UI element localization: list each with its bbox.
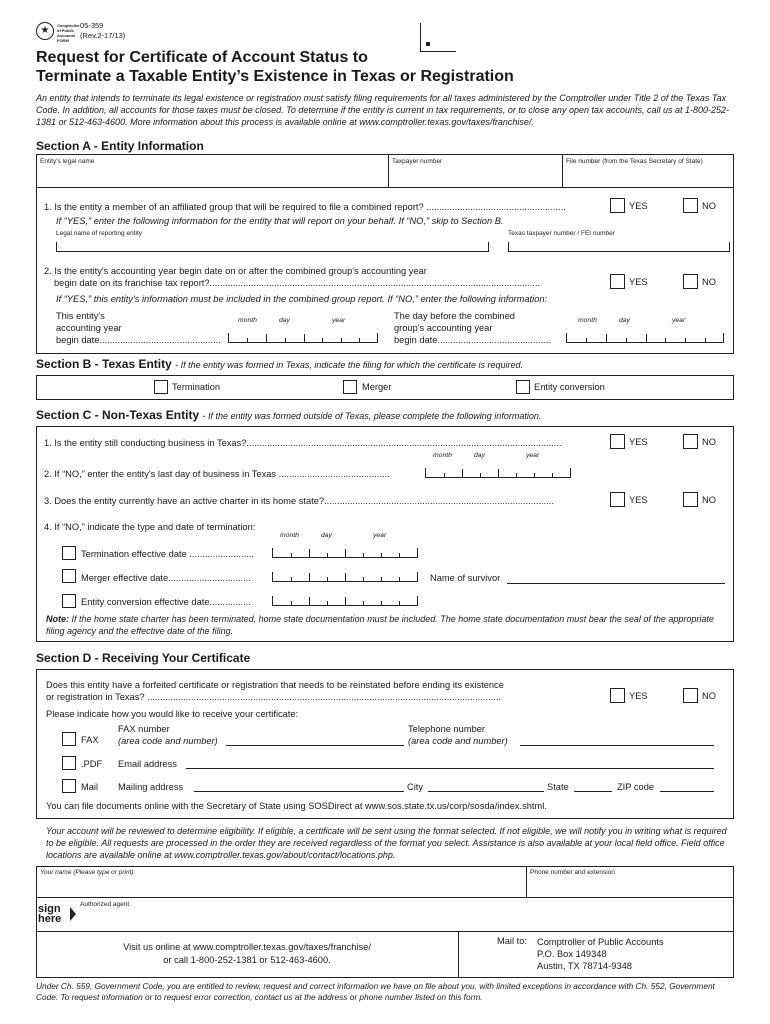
review-text: Your account will be reviewed to determine eligibility. If eligible, a certificate will be sent using the format selected. If not eligible, we will notify you in writing what is required to be eligible. All requests are processed in the order they are received regardless of the format you select. Assistance is also available at your local field office. Field office locations are available online at www.comptroller.texas.gov/about/contact/locations.php. [46,826,727,860]
corner-dot [426,42,430,46]
section-a-q2-line2: begin date on its franchise tax report?................................................................................................................................ [54,278,541,288]
c-q3-yes-checkbox[interactable] [610,492,625,507]
entity-conversion-checkbox[interactable] [516,380,530,394]
telephone-field[interactable] [520,745,714,746]
corner-mark [420,23,456,52]
signature-field[interactable] [78,910,718,928]
section-c-q2: 2. If “NO,” enter the entity's last day of business in Texas ........................................... [44,469,390,479]
fax-number-field[interactable] [226,745,404,746]
no-label: NO [702,691,716,701]
c-q3-no-checkbox[interactable] [683,492,698,507]
privacy-disclaimer: Under Ch. 559, Government Code, you are entitled to review, request and correct information we have on file about you, with limited exceptions in accordance with Ch. 552, Government Code. To request information or to request error correction, contact us at the address or phone number listed on this form. [36,981,715,1002]
d-forfeited-no-checkbox[interactable] [683,688,698,703]
mail-to-address [537,936,664,972]
logo-text: Comptroller of Public Accounts FORM [57,23,80,43]
section-d-title: Section D - Receiving Your Certificate [36,651,251,665]
this-entity-line1: This entity's [56,311,105,321]
day-label: day [279,317,290,324]
termination-date-field[interactable] [272,548,418,558]
telephone-label-1: Telephone number [408,724,486,734]
year-label: year [373,532,387,539]
fei-number-field[interactable] [508,242,730,252]
section-c-q4: 4. If “NO,” indicate the type and date of termination: [44,522,256,532]
merger-date-field[interactable] [272,572,418,582]
year-label: year [526,452,540,459]
email-field[interactable] [186,768,714,769]
reporting-entity-label: Legal name of reporting entity [56,230,142,237]
termination-date-checkbox[interactable] [62,546,76,560]
this-entity-date-field[interactable] [228,333,378,343]
city-label: City [407,782,424,792]
authorized-agent-label: Authorized agent [80,901,130,908]
section-c-q1: 1. Is the entity still conducting business in Texas?.......................................................................................................................... [44,438,562,448]
a-q2-no-checkbox[interactable] [683,274,698,289]
year-label: year [332,317,346,324]
fax-number-label-1: FAX number [118,724,170,734]
section-a-q1: 1. Is the entity a member of an affiliated group that will be required to file a combined report? ...................................................... [44,202,566,212]
visit-online [36,941,458,967]
day-label: day [474,452,485,459]
zip-label: ZIP code [617,782,655,792]
mail-address-line1: Comptroller of Public Accounts [537,937,664,947]
section-c-subtitle: - If the entity was formed outside of Texas, please complete the following information. [202,411,542,421]
section-d-q-line1: Does this entity have a forfeited certificate or registration that needs to be reinstated before ending its existence [46,680,504,690]
form-title-line1: Request for Certificate of Account Status to [36,49,368,66]
your-name-label: Your name (Please type or print) [40,869,134,876]
telephone-label-2: (area code and number) [408,736,508,746]
pdf-label: .PDF [81,759,103,769]
mail-address-line2: P.O. Box 149348 [537,949,607,959]
comptroller-seal-icon: ★ [36,22,54,40]
section-a-q2-line1: 2. Is the entity's accounting year begin date on or after the combined group's accounting year [44,266,427,276]
this-entity-line2: accounting year [56,323,122,333]
month-label: month [280,532,299,539]
month-label: month [238,317,257,324]
section-b-heading: Section B - Texas Entity [36,357,172,371]
section-d-q-line2: or registration in Texas? ......................................................................................................................................... [46,692,501,702]
sign-arrow-icon [70,907,76,921]
day-before-date-field[interactable] [566,333,724,343]
sosdirect-text: You can file documents online with the Secretary of State using SOSDirect at www.sos.state.tx.us/corp/sosda/index.shtml. [46,801,547,811]
day-before-line2: group's accounting year [394,323,493,333]
note-text: If the home state charter has been terminated, home state documentation must be included. The home state documentation must bear the seal of the appropriate filing agency and the effective date of the filing. [46,614,714,636]
section-b-title [36,357,523,371]
state-field[interactable] [574,791,612,792]
month-label: month [578,317,597,324]
taxpayer-number-label: Taxpayer number [392,158,443,165]
no-label: NO [702,201,716,211]
sign-here-line2: here [38,913,62,925]
section-c-note [46,613,730,637]
yes-label: YES [629,201,648,211]
termination-label: Termination [172,382,221,392]
mail-to-label: Mail to: [497,936,527,946]
survivor-label: Name of survivor [430,573,501,583]
day-label: day [619,317,630,324]
day-before-line1: The day before the combined [394,311,515,321]
intro-text: An entity that intends to terminate its legal existence or registration must satisfy filing requirements for all taxes administered by the Comptroller under Title 2 of the Texas Tax Code. In addition, all accounts for those taxes must be closed. To determine if the entity is current in tax requirements, or to close any open tax accounts, call us at 1-800-252-1381 or 512-463-4600. More information about this process is available online at www.comptroller.texas.gov/taxes/franchise/. [36,93,730,127]
yes-label: YES [629,691,648,701]
section-c-heading: Section C - Non-Texas Entity [36,408,200,422]
survivor-field[interactable] [507,583,725,584]
note-label: Note: [46,614,69,624]
mail-label: Mail [81,782,99,792]
fei-label: Texas taxpayer number / FEI number [508,230,615,237]
merger-date-checkbox[interactable] [62,569,76,583]
c-q1-yes-checkbox[interactable] [610,434,625,449]
visit-line1: Visit us online at www.comptroller.texas.gov/taxes/franchise/ [123,942,371,952]
termination-date-label: Termination effective date ......................... [81,549,254,559]
mail-checkbox[interactable] [62,779,76,793]
section-a-box [36,154,734,354]
file-number-label: File number (from the Texas Secretary of State) [566,158,703,165]
merger-label: Merger [362,382,392,392]
fax-number-label-2: (area code and number) [118,736,218,746]
section-b-subtitle: - If the entity was formed in Texas, indicate the filing for which the certificate is required. [175,360,523,370]
conversion-date-checkbox[interactable] [62,594,76,608]
this-entity-line3: begin date............................................... [56,335,221,345]
mailing-address-field[interactable] [194,791,404,792]
fax-label: FAX [81,735,99,745]
mail-address-line3: Austin, TX 78714-9348 [537,961,632,971]
merger-date-label: Merger effective date................................ [81,573,251,583]
conversion-date-field[interactable] [272,596,418,606]
no-label: NO [702,437,716,447]
last-business-day-field[interactable] [425,468,571,478]
state-label: State [547,782,569,792]
section-a-title: Section A - Entity Information [36,139,204,153]
d-forfeited-yes-checkbox[interactable] [610,688,625,703]
day-label: day [321,532,332,539]
year-label: year [672,317,686,324]
section-c-title [36,408,541,422]
c-q1-no-checkbox[interactable] [683,434,698,449]
zip-field[interactable] [660,791,714,792]
section-a-q2-note: If “YES,” this entity's information must be included in the combined group report. If “NO,” enter the following information: [56,294,548,304]
no-label: NO [702,277,716,287]
a-q1-yes-checkbox[interactable] [610,198,625,213]
a-q2-yes-checkbox[interactable] [610,274,625,289]
yes-label: YES [629,277,648,287]
legal-name-label: Entity's legal name [40,158,95,165]
entity-conversion-label: Entity conversion [534,382,605,392]
no-label: NO [702,495,716,505]
reporting-entity-field[interactable] [56,242,489,252]
conversion-date-label: Entity conversion effective date................ [81,597,251,607]
section-a-q1-note: If “YES,” enter the following information for the entity that will report on your behalf. If “NO,” skip to Section B. [56,216,504,226]
city-field[interactable] [428,791,544,792]
pdf-checkbox[interactable] [62,756,76,770]
section-c-q3: 3. Does the entity currently have an active charter in its home state?......................................................................................... [44,496,554,506]
day-before-line3: begin date............................................ [394,335,552,345]
yes-label: YES [629,437,648,447]
sign-here-line1: sign [38,903,61,915]
visit-line2: or call 1-800-252-1381 or 512-463-4600. [163,955,331,965]
a-q1-no-checkbox[interactable] [683,198,698,213]
merger-checkbox[interactable] [343,380,357,394]
yes-label: YES [629,495,648,505]
form-revision: (Rev.2-17/13) [80,31,126,40]
email-label: Email address [118,759,177,769]
delivery-instructions: Please indicate how you would like to receive your certificate: [46,709,299,719]
sign-here-marker [38,904,61,924]
mailing-address-label: Mailing address [118,782,184,792]
fax-checkbox[interactable] [62,732,76,746]
month-label: month [433,452,452,459]
phone-extension-label: Phone number and extension [530,869,615,876]
form-title-line2: Terminate a Taxable Entity’s Existence in Texas or Registration [36,68,514,85]
termination-checkbox[interactable] [154,380,168,394]
form-number: 05-359 [80,21,104,30]
